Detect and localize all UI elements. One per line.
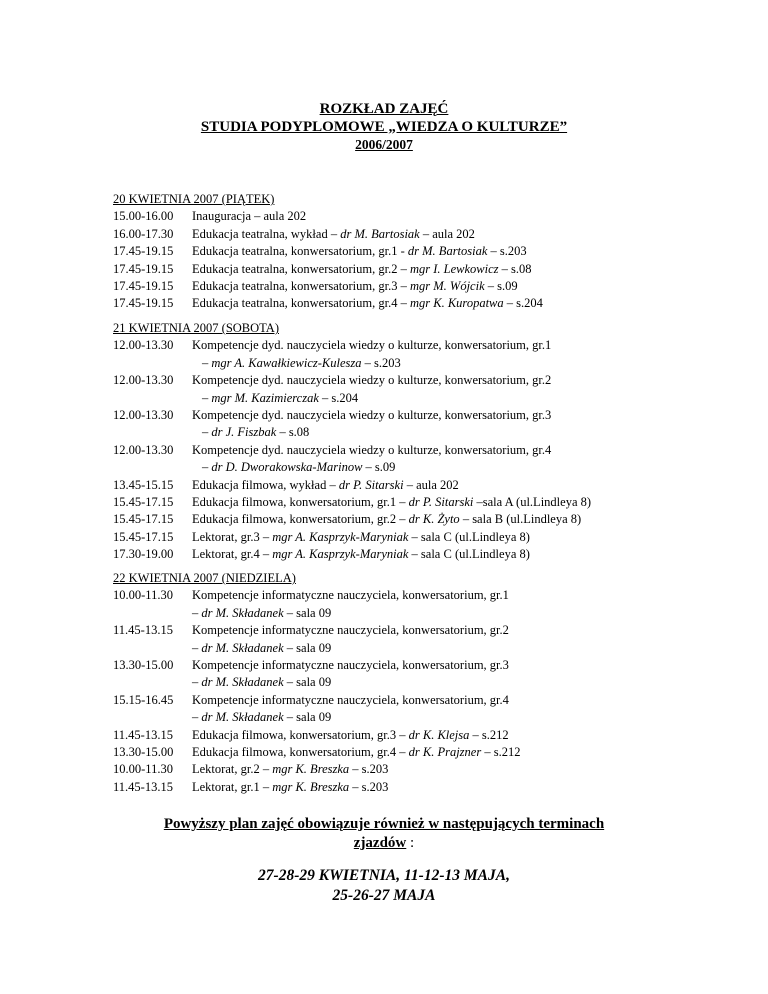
entry-time-spacer <box>113 674 192 691</box>
entry-description <box>192 529 673 546</box>
title-line-2: STUDIA PODYPLOMOWE „WIEDZA O KULTURZE” <box>200 119 568 135</box>
schedule-entry-continuation <box>113 459 673 476</box>
entry-description <box>192 442 673 459</box>
entry-description <box>192 278 673 295</box>
entry-instructor: mgr A. Kawałkiewicz-Kulesza <box>211 355 362 370</box>
schedule-entry <box>113 727 673 744</box>
entry-instructor: dr P. Sitarski <box>408 495 474 510</box>
entry-room: – aula 202 <box>419 226 475 241</box>
entry-instructor: dr M. Składanek <box>201 605 284 620</box>
entry-instructor: dr K. Klejsa <box>408 727 470 742</box>
entry-room: – sala 09 <box>283 640 332 655</box>
entry-course: Lektorat, gr.1 – <box>192 779 273 794</box>
entry-course: Edukacja teatralna, konwersatorium, gr.3 – <box>192 279 410 294</box>
day-title: 20 KWIETNIA 2007 (PIĄTEK) <box>113 192 275 206</box>
entry-instructor: dr K. Prajzner <box>408 745 482 760</box>
entry-instructor-line <box>192 640 673 657</box>
entry-time: 12.00-13.30 <box>113 373 174 388</box>
schedule-entry-continuation <box>113 605 673 622</box>
entry-dash: – <box>192 640 202 655</box>
entry-instructor: mgr M. Wójcik <box>409 279 485 294</box>
entry-room: – s.09 <box>484 279 518 294</box>
entry-description <box>192 761 673 778</box>
entry-dash: – <box>202 355 212 370</box>
schedule-entry <box>113 657 673 674</box>
entry-instructor: dr M. Bartosiak <box>340 226 420 241</box>
entry-course: Edukacja filmowa, konwersatorium, gr.2 – <box>192 512 409 527</box>
schedule-entry <box>113 692 673 709</box>
entry-instructor-line <box>192 674 673 691</box>
entry-time: 12.00-13.30 <box>113 408 174 423</box>
schedule-entry <box>113 208 673 225</box>
entry-description <box>192 477 673 494</box>
schedule-entry <box>113 761 673 778</box>
entry-description <box>192 208 673 225</box>
entry-room: – s.203 <box>349 779 389 794</box>
schedule-entry <box>113 407 673 424</box>
entry-instructor: dr M. Składanek <box>201 710 284 725</box>
entry-instructor: dr J. Fiszbak <box>211 425 277 440</box>
entry-instructor: mgr M. Kazimierczak <box>211 390 319 405</box>
entry-room: – sala 09 <box>283 675 332 690</box>
schedule-entry <box>113 226 673 243</box>
entry-dash: – <box>202 460 212 475</box>
day-block-friday <box>113 191 673 313</box>
entry-time-spacer <box>113 605 192 622</box>
entry-time: 17.45-19.15 <box>113 296 174 311</box>
entry-time: 11.45-13.15 <box>113 727 173 742</box>
entry-course: Lektorat, gr.2 – <box>192 762 273 777</box>
entry-course: Kompetencje informatyczne nauczyciela, konwersatorium, gr.2 <box>192 623 509 638</box>
entry-room: – s.212 <box>469 727 509 742</box>
schedule-entry-continuation <box>113 709 673 726</box>
entry-instructor-line <box>192 424 673 441</box>
entry-room: – s.203 <box>349 762 389 777</box>
entry-time: 11.45-13.15 <box>113 779 173 794</box>
entry-description <box>192 744 673 761</box>
entry-course: Kompetencje dyd. nauczyciela wiedzy o kulturze, konwersatorium, gr.4 <box>192 442 552 457</box>
entry-room: – sala B (ul.Lindleya 8) <box>459 512 582 527</box>
schedule-entry <box>113 261 673 278</box>
entry-room: – sala 09 <box>283 605 332 620</box>
entry-instructor: dr M. Bartosiak <box>407 244 488 259</box>
schedule-entry-continuation <box>113 390 673 407</box>
dates-line-2: 25-26-27 MAJA <box>332 887 436 904</box>
entry-description <box>192 779 673 796</box>
schedule-entry <box>113 278 673 295</box>
entry-dash: – <box>192 675 202 690</box>
entry-description <box>192 692 673 709</box>
entry-course: Kompetencje dyd. nauczyciela wiedzy o kulturze, konwersatorium, gr.2 <box>192 373 552 388</box>
entry-course: Kompetencje dyd. nauczyciela wiedzy o kulturze, konwersatorium, gr.3 <box>192 408 552 423</box>
entry-course: Edukacja teatralna, wykład – <box>192 226 341 241</box>
entry-room: – s.203 <box>487 244 527 259</box>
entry-course: Edukacja filmowa, konwersatorium, gr.3 – <box>192 727 409 742</box>
schedule-entry <box>113 442 673 459</box>
title-line-1: ROZKŁAD ZAJĘĆ <box>319 101 449 117</box>
entry-instructor: mgr I. Lewkowicz <box>409 261 499 276</box>
entry-time: 13.45-15.15 <box>113 477 174 492</box>
entry-room: – sala C (ul.Lindleya 8) <box>408 529 530 544</box>
entry-time-spacer <box>113 459 192 476</box>
notice-line-1: Powyższy plan zajęć obowiązuje również w następujących terminach <box>163 816 605 832</box>
schedule-entry <box>113 587 673 604</box>
day-block-saturday <box>113 320 673 564</box>
academic-year: 2006/2007 <box>355 137 413 152</box>
dates-line-1: 27-28-29 KWIETNIA, 11-12-13 MAJA, <box>258 867 510 884</box>
day-block-sunday <box>113 570 673 796</box>
entry-room: – sala 09 <box>283 710 332 725</box>
schedule-entry-continuation <box>113 355 673 372</box>
entry-time: 15.45-17.15 <box>113 512 174 527</box>
schedule-entry-continuation <box>113 674 673 691</box>
entry-course: Lektorat, gr.3 – <box>192 529 273 544</box>
notice-colon: : <box>406 835 415 851</box>
entry-room: – s.212 <box>481 745 521 760</box>
entry-instructor: dr M. Składanek <box>201 640 284 655</box>
entry-time: 15.15-16.45 <box>113 692 174 707</box>
entry-room: – s.204 <box>503 296 543 311</box>
entry-time: 17.45-19.15 <box>113 244 174 259</box>
entry-time: 13.30-15.00 <box>113 745 174 760</box>
entry-instructor: mgr A. Kasprzyk-Maryniak <box>272 547 409 562</box>
entry-room: – sala C (ul.Lindleya 8) <box>408 547 530 562</box>
entry-instructor-line <box>192 459 673 476</box>
entry-description <box>192 657 673 674</box>
entry-description <box>192 261 673 278</box>
entry-description <box>192 511 673 528</box>
entry-course: Edukacja filmowa, konwersatorium, gr.4 – <box>192 745 409 760</box>
entry-time: 15.00-16.00 <box>113 209 174 224</box>
document-header <box>0 100 768 154</box>
entry-instructor: mgr K. Breszka <box>272 779 350 794</box>
entry-room: – s.204 <box>318 390 359 405</box>
entry-course: Inauguracja – aula 202 <box>192 209 307 224</box>
notice-zjazdow: zjazdów <box>353 835 407 851</box>
entry-description <box>192 243 673 260</box>
schedule-entry <box>113 622 673 639</box>
schedule-entry <box>113 779 673 796</box>
entry-instructor-line <box>192 709 673 726</box>
schedule-entry <box>113 494 673 511</box>
entry-course: Lektorat, gr.4 – <box>192 547 273 562</box>
schedule-entry <box>113 477 673 494</box>
day-title: 21 KWIETNIA 2007 (SOBOTA) <box>113 321 279 335</box>
entry-instructor-line <box>192 355 673 372</box>
entry-room: – s.09 <box>362 460 396 475</box>
entry-dash: – <box>202 390 212 405</box>
entry-description <box>192 727 673 744</box>
schedule-entry <box>113 744 673 761</box>
entry-course: Edukacja teatralna, konwersatorium, gr.2 – <box>192 261 410 276</box>
entry-room: –sala A (ul.Lindleya 8) <box>473 495 592 510</box>
entry-time: 17.45-19.15 <box>113 261 174 276</box>
entry-time: 12.00-13.30 <box>113 442 174 457</box>
entry-description <box>192 587 673 604</box>
entry-instructor-line <box>192 390 673 407</box>
entry-description <box>192 372 673 389</box>
entry-time: 15.45-17.15 <box>113 529 174 544</box>
schedule-entry-continuation <box>113 424 673 441</box>
entry-course: Kompetencje dyd. nauczyciela wiedzy o kulturze, konwersatorium, gr.1 <box>192 338 552 353</box>
entry-instructor: mgr A. Kasprzyk-Maryniak <box>272 529 409 544</box>
entry-time: 16.00-17.30 <box>113 226 174 241</box>
entry-instructor-line <box>192 605 673 622</box>
entry-dash: – <box>192 710 202 725</box>
schedule-entry <box>113 529 673 546</box>
entry-course: Edukacja filmowa, wykład – <box>192 477 339 492</box>
schedule-entry <box>113 372 673 389</box>
schedule-entry <box>113 546 673 563</box>
entry-course: Edukacja teatralna, konwersatorium, gr.4 – <box>192 296 410 311</box>
entry-time-spacer <box>113 640 192 657</box>
entry-instructor: dr M. Składanek <box>201 675 284 690</box>
entry-time: 15.45-17.15 <box>113 495 174 510</box>
entry-course: Edukacja filmowa, konwersatorium, gr.1 – <box>192 495 409 510</box>
entry-description <box>192 622 673 639</box>
entry-room: – s.08 <box>498 261 532 276</box>
schedule-entry-continuation <box>113 640 673 657</box>
schedule-entry <box>113 337 673 354</box>
entry-time: 17.30-19.00 <box>113 547 174 562</box>
entry-instructor: dr D. Dworakowska-Marinow <box>211 460 363 475</box>
entry-time: 11.45-13.15 <box>113 623 173 638</box>
schedule-entry <box>113 511 673 528</box>
entry-time-spacer <box>113 424 192 441</box>
entry-time-spacer <box>113 355 192 372</box>
entry-time: 17.45-19.15 <box>113 279 174 294</box>
entry-description <box>192 226 673 243</box>
entry-description <box>192 546 673 563</box>
entry-course: Kompetencje informatyczne nauczyciela, konwersatorium, gr.4 <box>192 692 509 707</box>
notice-line-2 <box>100 834 668 853</box>
entry-description <box>192 407 673 424</box>
entry-instructor: mgr K. Breszka <box>272 762 350 777</box>
schedule-entry <box>113 295 673 312</box>
entry-course: Kompetencje informatyczne nauczyciela, konwersatorium, gr.1 <box>192 588 509 603</box>
entry-description <box>192 494 673 511</box>
entry-course: Kompetencje informatyczne nauczyciela, konwersatorium, gr.3 <box>192 658 509 673</box>
entry-time: 10.00-11.30 <box>113 588 173 603</box>
entry-course: Edukacja teatralna, konwersatorium, gr.1 - <box>192 244 408 259</box>
entry-dash: – <box>192 605 202 620</box>
entry-instructor: dr P. Sitarski <box>338 477 404 492</box>
day-title: 22 KWIETNIA 2007 (NIEDZIELA) <box>113 571 296 585</box>
entry-time-spacer <box>113 709 192 726</box>
entry-time: 12.00-13.30 <box>113 338 174 353</box>
entry-room: – s.203 <box>361 355 401 370</box>
entry-instructor: mgr K. Kuropatwa <box>409 296 504 311</box>
entry-room: – s.08 <box>276 425 310 440</box>
entry-instructor: dr K. Żyto <box>408 512 460 527</box>
schedule-notice <box>100 815 668 853</box>
entry-time: 13.30-15.00 <box>113 658 174 673</box>
entry-dash: – <box>202 425 212 440</box>
entry-description <box>192 337 673 354</box>
entry-time: 10.00-11.30 <box>113 762 173 777</box>
entry-room: – aula 202 <box>403 477 459 492</box>
entry-description <box>192 295 673 312</box>
session-dates <box>0 866 768 906</box>
entry-time-spacer <box>113 390 192 407</box>
schedule-entry <box>113 243 673 260</box>
